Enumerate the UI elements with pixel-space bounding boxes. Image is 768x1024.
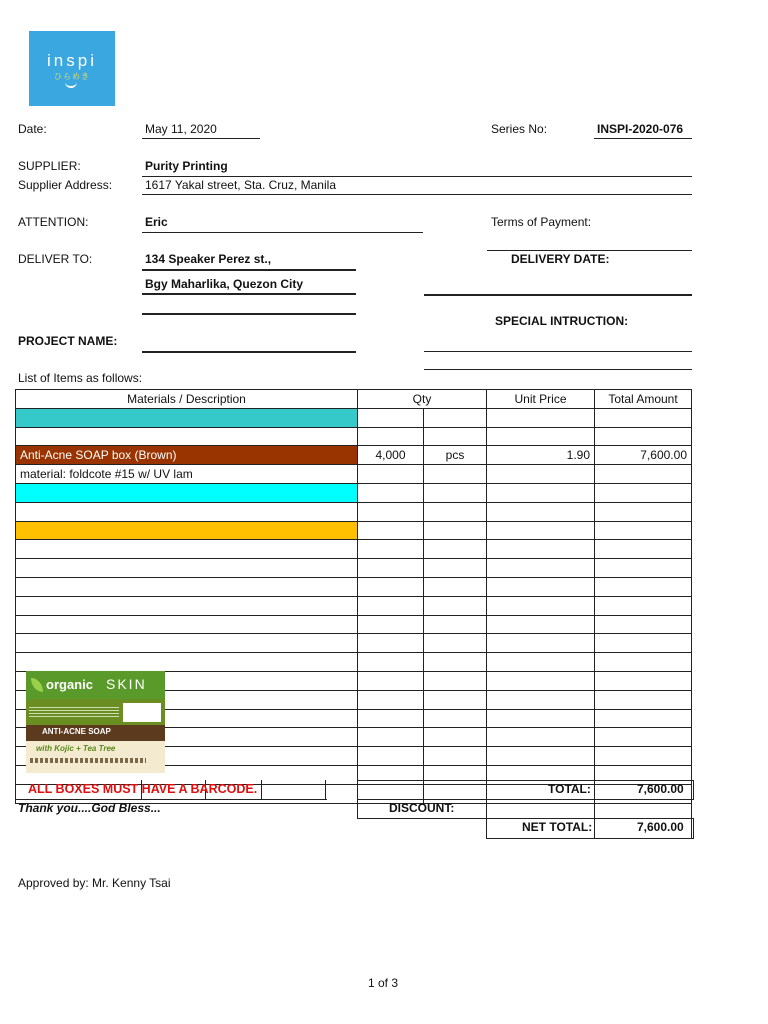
table-row [16, 427, 692, 446]
header-total-amount: Total Amount [595, 390, 692, 409]
total-label: TOTAL: [548, 782, 591, 796]
delivery-date-underline [424, 294, 692, 296]
supplier-value: Purity Printing [145, 159, 228, 173]
barcode-divider-4 [325, 780, 326, 799]
series-label: Series No: [491, 122, 548, 136]
attention-underline [142, 232, 423, 233]
table-row [16, 615, 692, 634]
deliver-line2: Bgy Maharlika, Quezon City [145, 277, 304, 291]
discount-label: DISCOUNT: [389, 801, 455, 815]
table-header-row [16, 390, 692, 409]
delivery-date-label: DELIVERY DATE: [511, 252, 610, 266]
date-label: Date: [18, 122, 47, 136]
table-row [16, 540, 692, 559]
product-skin: SKIN [106, 676, 147, 692]
net-total-label: NET TOTAL: [522, 820, 593, 834]
discount-bottom-border [357, 818, 487, 819]
total-value: 7,600.00 [637, 782, 684, 796]
leaf-icon [31, 678, 43, 692]
table-row [16, 577, 692, 596]
table-row [16, 653, 692, 672]
item-description: Anti-Acne SOAP box (Brown) [16, 446, 358, 465]
table-row [16, 408, 692, 427]
table-row [16, 521, 692, 540]
supplier-label: SUPPLIER: [18, 159, 81, 173]
terms-label: Terms of Payment: [491, 215, 592, 229]
list-label: List of Items as follows: [18, 371, 143, 385]
barcode-note: ALL BOXES MUST HAVE A BARCODE. [28, 782, 258, 796]
attention-label: ATTENTION: [18, 215, 89, 229]
discount-left-border [357, 799, 358, 819]
special-instruction-label: SPECIAL INTRUCTION: [495, 314, 629, 328]
address-label: Supplier Address: [18, 178, 113, 192]
item-unit: pcs [424, 446, 487, 465]
logo-subtext: ひらめき [54, 72, 90, 81]
table-row [16, 483, 692, 502]
attention-value: Eric [145, 215, 168, 229]
header-qty: Qty [358, 390, 487, 409]
supplier-underline [142, 176, 692, 177]
net-total-value: 7,600.00 [637, 820, 684, 834]
table-row [16, 502, 692, 521]
deliver-line3-underline [142, 313, 356, 315]
logo-text: inspi [47, 51, 97, 70]
deliver-label: DELIVER TO: [18, 252, 93, 266]
header-description: Materials / Description [16, 390, 358, 409]
table-row [16, 596, 692, 615]
deliver-line1: 134 Speaker Perez st., [145, 252, 272, 266]
item-price: 1.90 [487, 446, 595, 465]
project-underline [142, 351, 356, 353]
item-total: 7,600.00 [595, 446, 692, 465]
table-row [16, 634, 692, 653]
header-unit-price: Unit Price [487, 390, 595, 409]
table-row-item [16, 446, 692, 465]
item-qty: 4,000 [358, 446, 424, 465]
date-underline [142, 138, 260, 139]
barcode-divider-3 [261, 780, 262, 799]
terms-underline [487, 250, 692, 251]
deliver-line2-underline [142, 293, 356, 295]
product-tagline: with Kojic + Tea Tree [36, 744, 116, 753]
approved-by: Approved by: Mr. Kenny Tsai [18, 876, 171, 890]
item-material: material: foldcote #15 w/ UV lam [16, 465, 358, 484]
thanks-note: Thank you....God Bless... [18, 801, 161, 815]
product-brand: organic [46, 677, 93, 692]
logo-smile-icon [65, 80, 77, 88]
address-value: 1617 Yakal street, Sta. Cruz, Manila [145, 178, 336, 192]
deliver-line1-underline [142, 269, 356, 271]
product-box-image [26, 671, 165, 773]
address-underline [142, 194, 692, 195]
page-number: 1 of 3 [368, 976, 399, 990]
special-underline-2 [424, 369, 692, 370]
series-underline [594, 138, 692, 139]
special-underline-1 [424, 351, 692, 352]
product-name: ANTI-ACNE SOAP [42, 727, 111, 736]
series-value: INSPI-2020-076 [597, 122, 684, 136]
project-label: PROJECT NAME: [18, 334, 118, 348]
table-row [16, 559, 692, 578]
table-row [16, 465, 692, 484]
date-value: May 11, 2020 [145, 122, 217, 136]
company-logo [29, 31, 115, 106]
